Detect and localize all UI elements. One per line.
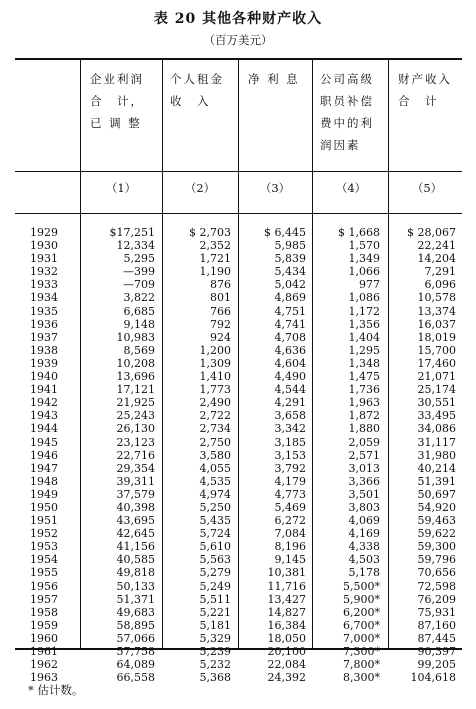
table-cell: 7,300* xyxy=(343,645,380,658)
table-cell: 792 xyxy=(210,317,231,331)
table-cell: 5,279 xyxy=(199,566,231,580)
header-total: 财产收入 合 计 xyxy=(398,72,452,108)
table-cell: 4,604 xyxy=(274,356,306,370)
table-cell: 4,169 xyxy=(348,527,380,541)
table-cell: 16,384 xyxy=(267,618,306,632)
column-number: （4） xyxy=(335,181,367,195)
column-number: （1） xyxy=(105,181,137,195)
table-cell: 13,427 xyxy=(267,592,306,606)
column-divider xyxy=(162,60,163,648)
data-column-interest xyxy=(240,226,306,684)
table-cell: 57,758 xyxy=(116,645,155,658)
table-cell: 8,196 xyxy=(274,540,306,554)
table-cell: 5,239 xyxy=(199,645,231,658)
table-cell: 41,156 xyxy=(116,540,155,554)
table-cell: 5,434 xyxy=(274,265,306,279)
year-cell: 1958 xyxy=(30,605,58,619)
year-cell: 1956 xyxy=(30,579,58,593)
table-cell: 18,050 xyxy=(267,631,306,645)
year-cell: 1930 xyxy=(30,239,58,253)
year-cell: 1945 xyxy=(30,435,58,449)
table-cell: 4,055 xyxy=(199,461,231,475)
table-cell: 5,295 xyxy=(123,252,155,266)
table-cell: 64,089 xyxy=(116,658,155,672)
table-cell: 5,232 xyxy=(199,658,231,672)
table-cell: 34,086 xyxy=(417,422,456,436)
year-cell: 1944 xyxy=(30,422,58,436)
year-cell: 1933 xyxy=(30,278,58,292)
table-cell: 70,656 xyxy=(417,566,456,580)
table-cell: 7,000* xyxy=(343,631,380,645)
table-cell: 924 xyxy=(210,330,231,344)
table-cell: 8,300* xyxy=(343,671,380,685)
table-cell: 1,872 xyxy=(348,409,380,423)
table-cell: 54,920 xyxy=(417,500,456,514)
year-cell: 1954 xyxy=(30,553,58,567)
table-cell: 90,397 xyxy=(417,645,456,658)
column-number: （2） xyxy=(184,181,216,195)
year-cell: 1961 xyxy=(30,645,58,658)
table-cell: 5,249 xyxy=(199,579,231,593)
year-cell: 1951 xyxy=(30,514,58,528)
table-cell: 57,066 xyxy=(116,631,155,645)
header-profits: 企业利润 合 计， 已 调 整 xyxy=(90,72,144,130)
table-cell: 4,490 xyxy=(274,370,306,384)
year-column xyxy=(30,226,58,684)
table-cell: $17,251 xyxy=(109,226,155,239)
table-cell: 5,985 xyxy=(274,239,306,253)
year-cell: 1952 xyxy=(30,527,58,541)
column-divider xyxy=(80,60,81,648)
table-cell: 1,721 xyxy=(199,252,231,266)
year-cell: 1948 xyxy=(30,474,58,488)
column-number: （3） xyxy=(259,181,291,195)
table-cell: 5,181 xyxy=(199,618,231,632)
table-cell: 66,558 xyxy=(116,671,155,685)
table-cell: 14,204 xyxy=(417,252,456,266)
table-cell: 4,535 xyxy=(199,474,231,488)
table-cell: 76,209 xyxy=(417,592,456,606)
year-cell: 1959 xyxy=(30,618,58,632)
table-cell: 20,100 xyxy=(267,645,306,658)
table-cell: 31,980 xyxy=(417,448,456,462)
table-cell: 6,096 xyxy=(424,278,456,292)
table-cell: 42,645 xyxy=(116,527,155,541)
table-cell: 87,445 xyxy=(417,631,456,645)
table-cell: —709 xyxy=(123,278,155,292)
header-officer-comp: 公司高级 职员补偿 费中的利 润因素 xyxy=(320,72,374,152)
year-cell: 1955 xyxy=(30,566,58,580)
table-cell: 5,900* xyxy=(343,592,380,606)
year-cell: 1939 xyxy=(30,356,58,370)
table-cell: 50,697 xyxy=(417,487,456,501)
table-cell: 12,334 xyxy=(116,239,155,253)
table-cell: $ 28,067 xyxy=(407,226,456,239)
table-cell: $ 1,668 xyxy=(338,226,380,239)
table-cell: 40,585 xyxy=(116,553,155,567)
table-cell: 2,059 xyxy=(348,435,380,449)
table-cell: 59,300 xyxy=(417,540,456,554)
year-cell: 1943 xyxy=(30,409,58,423)
year-cell: 1962 xyxy=(30,658,58,672)
table-cell: 4,069 xyxy=(348,514,380,528)
data-column-officer-comp xyxy=(314,226,380,684)
table-cell: 11,716 xyxy=(267,579,306,593)
data-column-profits xyxy=(82,226,155,684)
table-cell: 22,241 xyxy=(417,239,456,253)
table-cell: 5,724 xyxy=(199,527,231,541)
year-cell: 1949 xyxy=(30,487,58,501)
table-cell: 2,722 xyxy=(199,409,231,423)
table-cell: 3,658 xyxy=(274,409,306,423)
year-cell: 1960 xyxy=(30,631,58,645)
table-cell: 9,145 xyxy=(274,553,306,567)
table-cell: —399 xyxy=(123,265,155,279)
table-cell: 26,130 xyxy=(116,422,155,436)
table-cell: 1,172 xyxy=(348,304,380,318)
table-cell: 25,174 xyxy=(417,383,456,397)
table-cell: 4,338 xyxy=(348,540,380,554)
table-cell: 50,133 xyxy=(116,579,155,593)
table-cell: 51,391 xyxy=(417,474,456,488)
table-unit: （百万美元） xyxy=(203,33,273,47)
table-cell: 7,291 xyxy=(424,265,456,279)
table-cell: 2,734 xyxy=(199,422,231,436)
table-cell: 3,185 xyxy=(274,435,306,449)
data-column-rent xyxy=(164,226,231,684)
table-cell: 4,741 xyxy=(274,317,306,331)
table-cell: 4,869 xyxy=(274,291,306,305)
table-cell: 6,685 xyxy=(123,304,155,318)
column-number: （5） xyxy=(411,181,443,195)
table-cell: 3,366 xyxy=(348,474,380,488)
year-cell: 1935 xyxy=(30,304,58,318)
table-cell: 37,579 xyxy=(116,487,155,501)
table-cell: 5,469 xyxy=(274,500,306,514)
table-cell: 25,243 xyxy=(116,409,155,423)
table-cell: $ 2,703 xyxy=(189,226,231,239)
year-cell: 1946 xyxy=(30,448,58,462)
table-cell: 22,716 xyxy=(116,448,155,462)
table-cell: 10,983 xyxy=(116,330,155,344)
table-cell: 4,974 xyxy=(199,487,231,501)
table-cell: 5,610 xyxy=(199,540,231,554)
table-cell: 7,800* xyxy=(343,658,380,672)
table-cell: 1,570 xyxy=(348,239,380,253)
table-cell: 3,342 xyxy=(274,422,306,436)
table-cell: 2,352 xyxy=(199,239,231,253)
table-cell: 4,773 xyxy=(274,487,306,501)
table-cell: 21,925 xyxy=(116,396,155,410)
year-cell: 1940 xyxy=(30,370,58,384)
year-cell: 1957 xyxy=(30,592,58,606)
table-cell: 5,839 xyxy=(274,252,306,266)
table-cell: 33,495 xyxy=(417,409,456,423)
column-divider xyxy=(312,60,313,648)
year-cell: 1934 xyxy=(30,291,58,305)
table-cell: 9,148 xyxy=(123,317,155,331)
table-cell: 4,503 xyxy=(348,553,380,567)
table-cell: 23,123 xyxy=(116,435,155,449)
table-cell: 1,295 xyxy=(348,343,380,357)
table-cell: 1,200 xyxy=(199,343,231,357)
table-cell: 2,750 xyxy=(199,435,231,449)
table-cell: 1,309 xyxy=(199,356,231,370)
table-cell: 1,410 xyxy=(199,370,231,384)
data-column-total xyxy=(390,226,456,684)
table-cell: 49,818 xyxy=(116,566,155,580)
footnote: * 估计数。 xyxy=(28,683,84,697)
table-cell: 5,368 xyxy=(199,671,231,685)
table-cell: 13,696 xyxy=(116,370,155,384)
table-cell: 17,121 xyxy=(116,383,155,397)
table-cell: 1,349 xyxy=(348,252,380,266)
table-cell: 1,086 xyxy=(348,291,380,305)
year-cell: 1929 xyxy=(30,226,58,239)
table-cell: 6,700* xyxy=(343,618,380,632)
table-cell: 5,563 xyxy=(199,553,231,567)
table-cell: 75,931 xyxy=(417,605,456,619)
year-cell: 1950 xyxy=(30,500,58,514)
table-cell: 8,569 xyxy=(123,343,155,357)
table-cell: 22,084 xyxy=(267,658,306,672)
table-cell: 39,311 xyxy=(116,474,155,488)
table-cell: 104,618 xyxy=(410,671,456,685)
table-cell: 30,551 xyxy=(417,396,456,410)
table-cell: 3,013 xyxy=(348,461,380,475)
table-cell: 40,398 xyxy=(116,500,155,514)
table-cell: 1,066 xyxy=(348,265,380,279)
table-cell: 1,356 xyxy=(348,317,380,331)
table-cell: 59,622 xyxy=(417,527,456,541)
year-cell: 1931 xyxy=(30,252,58,266)
table-cell: 2,571 xyxy=(348,448,380,462)
table-cell: 4,708 xyxy=(274,330,306,344)
year-cell: 1942 xyxy=(30,396,58,410)
table-cell: 3,580 xyxy=(199,448,231,462)
header-interest: 净 利 息 xyxy=(248,72,300,86)
table-cell: 5,250 xyxy=(199,500,231,514)
table-cell: 766 xyxy=(210,304,231,318)
table-cell: 801 xyxy=(210,291,231,305)
table-cell: 40,214 xyxy=(417,461,456,475)
table-cell: 72,598 xyxy=(417,579,456,593)
table-cell: 10,578 xyxy=(417,291,456,305)
table-cell: 13,374 xyxy=(417,304,456,318)
table-cell: 58,895 xyxy=(116,618,155,632)
table-cell: 4,636 xyxy=(274,343,306,357)
table-cell: 5,042 xyxy=(274,278,306,292)
table-cell: 5,511 xyxy=(199,592,231,606)
table-cell: 1,880 xyxy=(348,422,380,436)
table-cell: 1,348 xyxy=(348,356,380,370)
table-cell: 4,291 xyxy=(274,396,306,410)
table-cell: 17,460 xyxy=(417,356,456,370)
table-cell: 87,160 xyxy=(417,618,456,632)
table-cell: 5,329 xyxy=(199,631,231,645)
table-cell: 1,736 xyxy=(348,383,380,397)
table-cell: 7,084 xyxy=(274,527,306,541)
table-cell: 21,071 xyxy=(417,370,456,384)
table-cell: 5,178 xyxy=(348,566,380,580)
table-cell: 4,544 xyxy=(274,383,306,397)
table-cell: 1,404 xyxy=(348,330,380,344)
table-cell: 6,200* xyxy=(343,605,380,619)
table-cell: 1,190 xyxy=(199,265,231,279)
table-cell: 3,803 xyxy=(348,500,380,514)
year-cell: 1953 xyxy=(30,540,58,554)
table-cell: 1,963 xyxy=(348,396,380,410)
year-cell: 1938 xyxy=(30,343,58,357)
table-cell: 10,208 xyxy=(116,356,155,370)
table-cell: 99,205 xyxy=(417,658,456,672)
table-cell: 10,381 xyxy=(267,566,306,580)
year-cell: 1941 xyxy=(30,383,58,397)
year-cell: 1963 xyxy=(30,671,58,685)
table-cell: 4,751 xyxy=(274,304,306,318)
table-cell: 3,501 xyxy=(348,487,380,501)
table-cell: 2,490 xyxy=(199,396,231,410)
table-cell: 3,153 xyxy=(274,448,306,462)
table-cell: 5,500* xyxy=(343,579,380,593)
year-cell: 1936 xyxy=(30,317,58,331)
table-cell: 1,773 xyxy=(199,383,231,397)
table-cell: 977 xyxy=(359,278,380,292)
table-cell: 4,179 xyxy=(274,474,306,488)
header-rent: 个人租金 收 入 xyxy=(170,72,224,108)
table-cell: 3,822 xyxy=(123,291,155,305)
table-cell: 6,272 xyxy=(274,514,306,528)
table-cell: 31,117 xyxy=(417,435,456,449)
table-cell: 51,371 xyxy=(116,592,155,606)
year-cell: 1947 xyxy=(30,461,58,475)
table-cell: 5,435 xyxy=(199,514,231,528)
table-cell: 876 xyxy=(210,278,231,292)
year-cell: 1937 xyxy=(30,330,58,344)
table-cell: 59,463 xyxy=(417,514,456,528)
table-cell: 3,792 xyxy=(274,461,306,475)
table-cell: 16,037 xyxy=(417,317,456,331)
table-cell: $ 6,445 xyxy=(264,226,306,239)
table-cell: 5,221 xyxy=(199,605,231,619)
table-cell: 18,019 xyxy=(417,330,456,344)
table-cell: 29,354 xyxy=(116,461,155,475)
table-cell: 59,796 xyxy=(417,553,456,567)
table-cell: 24,392 xyxy=(267,671,306,685)
table-cell: 49,683 xyxy=(116,605,155,619)
table-cell: 43,695 xyxy=(116,514,155,528)
table-cell: 1,475 xyxy=(348,370,380,384)
column-divider xyxy=(238,60,239,648)
column-divider xyxy=(388,60,389,648)
table-title: 表 20 其他各种财产收入 xyxy=(153,11,323,27)
table-cell: 14,827 xyxy=(267,605,306,619)
table-cell: 15,700 xyxy=(417,343,456,357)
year-cell: 1932 xyxy=(30,265,58,279)
